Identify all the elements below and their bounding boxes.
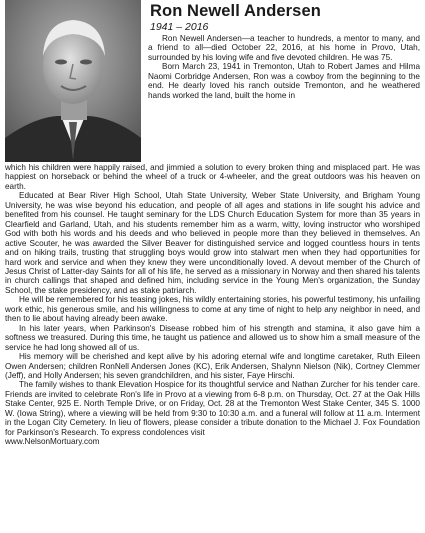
survivors-paragraph: His memory will be cherished and kept alive by his adoring eternal wife and longtime caretaker, Ruth Eileen Owen Andersen; children RonNell Andersen Jones (KC), Erik Andersen, Shalynn Nielson (Nik), Cortney Clemmer (Jeff), and Holly Andersen; his seven grandchildren, and his sister, Faye Hirschi. (5, 352, 420, 380)
decedent-name: Ron Newell Andersen (150, 2, 321, 20)
portrait-photo (5, 0, 141, 162)
services-paragraph: The family wishes to thank Elevation Hospice for its thoughtful service and Nathan Zurcher for his tender care. Friends are invited to celebrate Ron's life in Provo at a viewing from 6-8 p.m. on Thursday, Oct. 27 at the Oak Hills Stake Center, 925 E. North Temple Drive, or on Friday, Oct. 28 at the Tremonton West Stake Center, 345 S. 1000 W. (Iowa String), where a viewing will be held from 9:30 to 10:30 a.m. and a funeral will follow at 11 a.m. Interment in the Logan City Cemetery. In lieu of flowers, please consider a tribute donation to the Michael J. Fox Foundation for Parkinson's Research. To express condolences visit (5, 380, 420, 437)
obituary-intro-column (148, 34, 420, 100)
obituary-body (5, 163, 420, 447)
remembered-paragraph: He will be remembered for his teasing jokes, his wildly entertaining stories, his powerful testimony, his unfailing work ethic, his generous smile, and his willingness to come at any time of night to help any neighbor in need, and then to lie about having already been awake. (5, 295, 420, 324)
intro-paragraph: Ron Newell Andersen—a teacher to hundreds, a mentor to many, and a friend to all—died October 22, 2016, at his home in Provo, Utah, surrounded by his loving wife and five devoted children. He was 75. (148, 34, 420, 62)
education-paragraph: Educated at Bear River High School, Utah State University, Weber State University, and Brigham Young University, he was wise beyond his education, and people of all ages and stations in life sought his advice and benefited from his counsel. He taught seminary for the LDS Church Education System for more than 35 years in Clearfield and Garland, Utah, and his students remember him as a warm, witty, loving instructor who worshiped God with both his words and his deeds and who believed in people more than they believed in themselves. An active Scouter, he was awarded the Silver Beaver for distinguished service and logged countless hours in tents and on hiking trails, trusting that struggling boys would grow into stalwart men when they had opportunities for hard work and service and when they knew they were unconditionally loved. A devout member of the Church of Jesus Christ of Latter-day Saints for all of his life, he served as a missionary in Norway and then shared his talents in church callings that shaped and defined him, including service in the Young Men's organization, the Sunday School, the stake presidency, and as stake patriarch. (5, 191, 420, 295)
birth-paragraph: Born March 23, 1941 in Tremonton, Utah to Robert James and Hilma Naomi Corbridge Andersen, Ron was a cowboy from the beginning to the end. He dearly loved his ranch outside Tremonton, and he weathered hands worked the land, built the home in (148, 62, 420, 100)
life-dates: 1941 – 2016 (150, 21, 209, 33)
later-years-paragraph: In his later years, when Parkinson's Disease robbed him of his strength and stamina, it also gave him a softness we treasured. During this time, he taught us patience and allowed us to show him a small measure of the service he had long showed all of us. (5, 323, 420, 352)
birth-paragraph-continuation: which his children were happily raised, and jimmied a solution to every broken thing and misplaced part. He was happiest on horseback or behind the wheel of a truck or 4-wheeler, and the great outdoors was his heaven on earth. (5, 163, 420, 191)
mortuary-website-link[interactable]: www.NelsonMortuary.com (5, 437, 100, 447)
